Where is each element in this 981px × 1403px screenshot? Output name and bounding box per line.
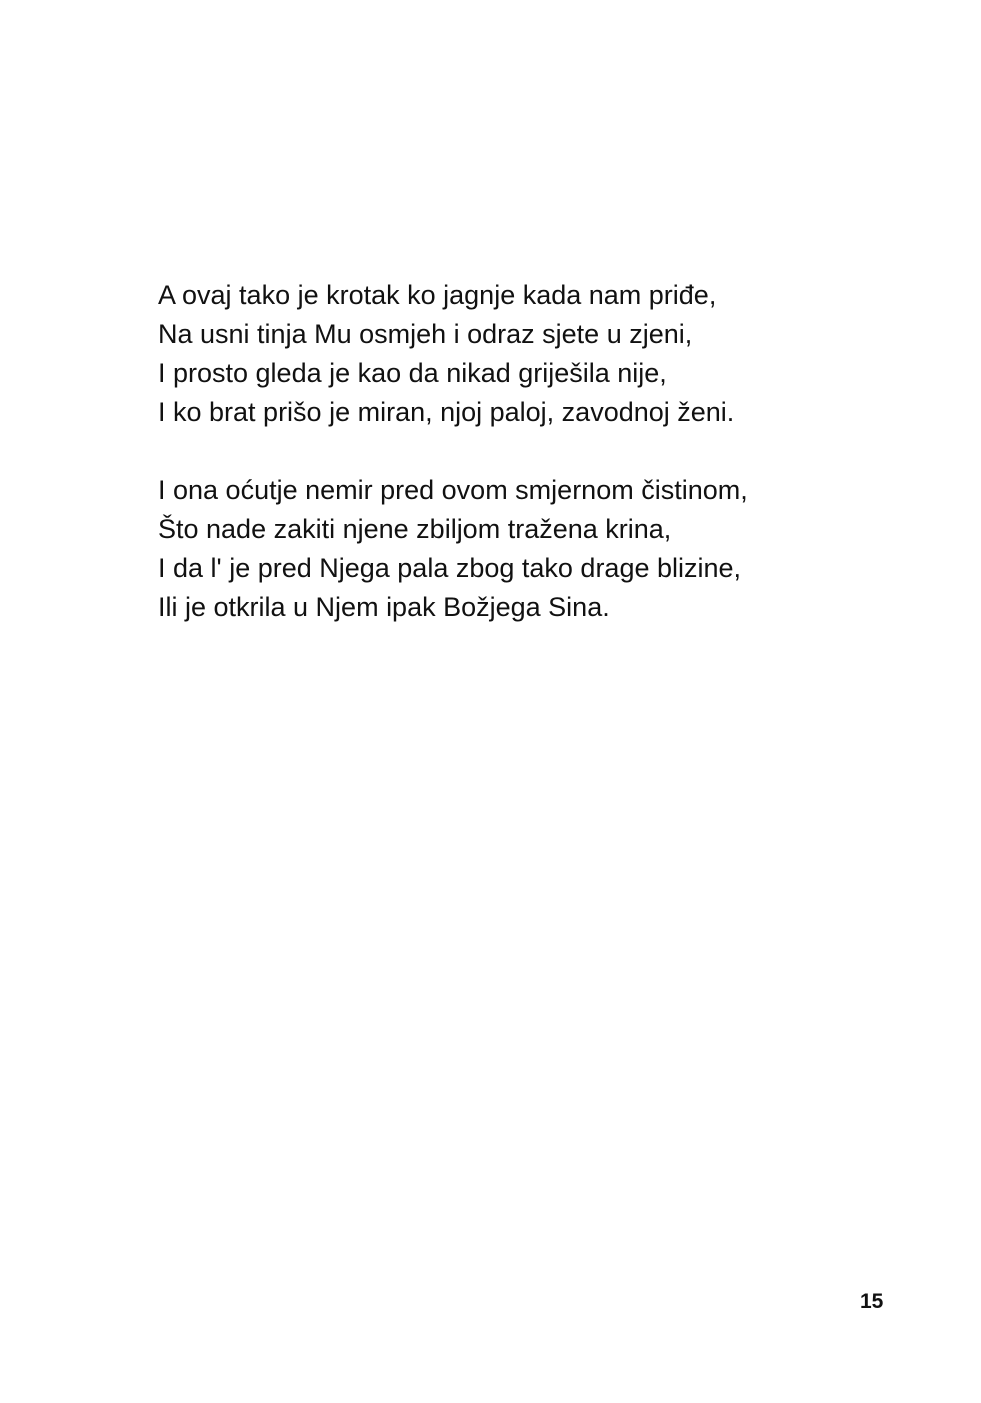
poem-line: I ona oćutje nemir pred ovom smjernom čistinom, bbox=[158, 475, 748, 505]
poem-line: Na usni tinja Mu osmjeh i odraz sjete u zjeni, bbox=[158, 319, 693, 349]
poem-line: I da l' je pred Njega pala zbog tako drage blizine, bbox=[158, 553, 742, 583]
poem-line: Što nade zakiti njene zbiljom tražena krina, bbox=[158, 514, 672, 544]
poem-line: I ko brat prišo je miran, njoj paloj, zavodnoj ženi. bbox=[158, 397, 735, 427]
poem-line: A ovaj tako je krotak ko jagnje kada nam priđe, bbox=[158, 280, 717, 310]
poem-line: Ili je otkrila u Njem ipak Božjega Sina. bbox=[158, 592, 610, 622]
poem-line: I prosto gleda je kao da nikad griješila nije, bbox=[158, 358, 667, 388]
poem bbox=[158, 276, 878, 627]
page-number: 15 bbox=[860, 1290, 884, 1313]
stanza-1 bbox=[158, 276, 878, 432]
stanza-2 bbox=[158, 471, 878, 627]
